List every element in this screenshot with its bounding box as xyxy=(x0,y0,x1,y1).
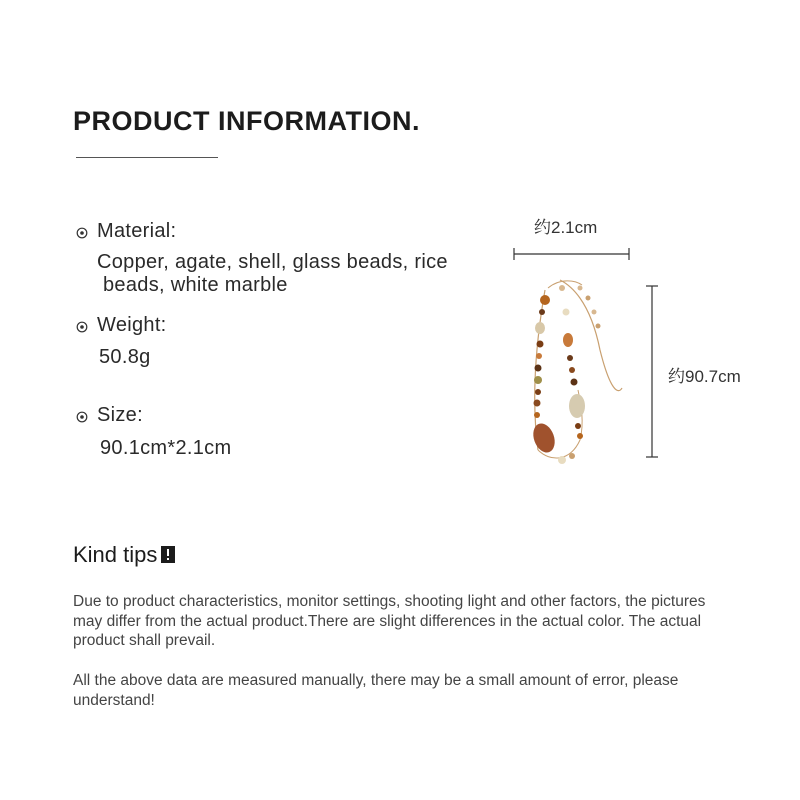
material-value-line1: Copper, agate, shell, glass beads, rice xyxy=(97,251,448,273)
size-value: 90.1cm*2.1cm xyxy=(100,437,232,459)
tip-paragraph-2: All the above data are measured manually, there may be a small amount of error, please understand! xyxy=(73,672,679,709)
width-dimension-label: 约2.1cm xyxy=(534,218,598,237)
weight-value: 50.8g xyxy=(99,346,151,368)
size-label: Size: xyxy=(97,404,143,426)
weight-label: Weight: xyxy=(97,314,167,336)
height-dimension-label: 约90.7cm xyxy=(668,367,741,386)
kind-tips-label: Kind tips xyxy=(73,542,158,567)
exclamation-icon xyxy=(161,546,175,563)
material-value-line2: beads, white marble xyxy=(103,274,288,296)
tip-paragraph-1: Due to product characteristics, monitor settings, shooting light and other factors, the pictures may differ from the actual product.There are slight differences in the actual color. The actual product shall prevail. xyxy=(73,593,706,649)
necklace-image xyxy=(500,240,670,470)
kind-tips-heading xyxy=(73,542,175,568)
material-label: Material: xyxy=(97,220,177,242)
page-title: PRODUCT INFORMATION. xyxy=(73,106,420,136)
